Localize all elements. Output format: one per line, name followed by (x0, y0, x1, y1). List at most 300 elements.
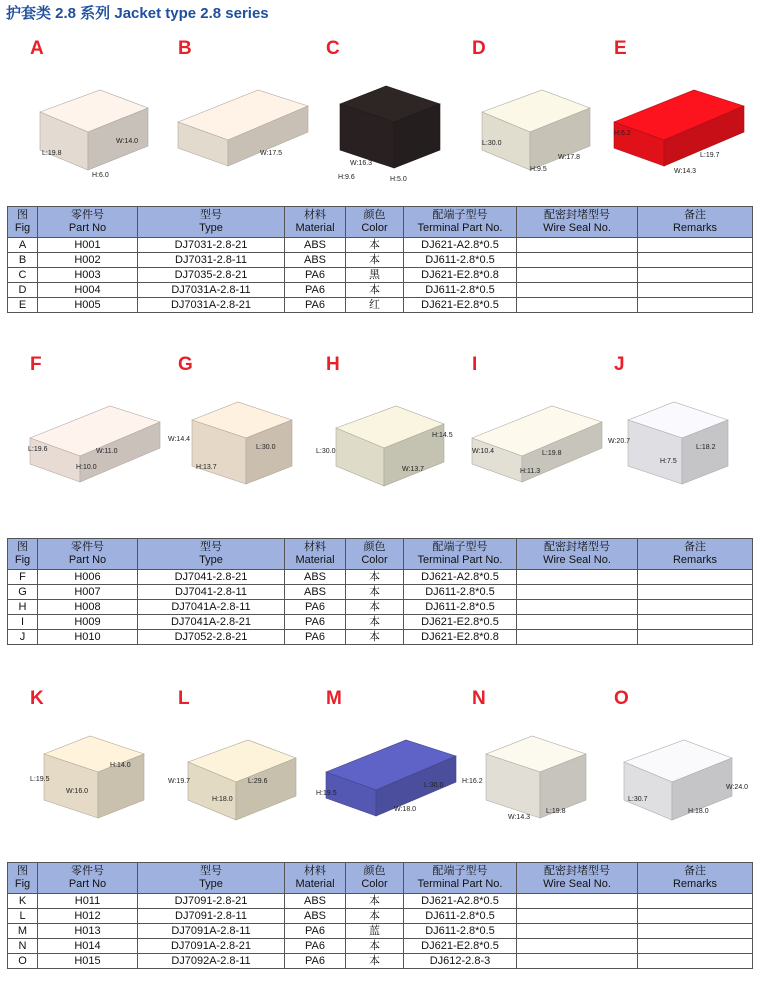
table-cell: 本 (346, 585, 404, 600)
dimension-label: W:20.7 (608, 438, 631, 445)
table-cell: DJ7091-2.8-21 (138, 894, 285, 909)
connector-housing-image (604, 42, 756, 212)
column-header-cn: 图 (17, 541, 28, 553)
dimension-label: H:18.0 (688, 808, 709, 815)
dimension-label: L:18.3 (412, 140, 432, 147)
table-cell (517, 939, 638, 954)
column-header-cn: 配端子型号 (432, 541, 488, 553)
table-cell: N (8, 939, 38, 954)
column-header-en: Wire Seal No. (543, 878, 611, 890)
table-row (8, 585, 753, 600)
table-cell: ABS (285, 253, 346, 268)
table-cell: DJ611-2.8*0.5 (404, 600, 517, 615)
figure-letter: D (472, 38, 486, 59)
table-cell: 本 (346, 283, 404, 298)
table-cell: M (8, 924, 38, 939)
column-header-cn: 材料 (304, 209, 326, 221)
table-cell: DJ621-E2.8*0.8 (404, 268, 517, 283)
column-header-en: Part No (68, 878, 107, 890)
figure-letter: A (30, 38, 44, 59)
column-header-en: Remarks (672, 222, 717, 234)
dimension-label: L:30.0 (424, 782, 444, 789)
table-cell: PA6 (285, 939, 346, 954)
connector-housing-shape (624, 740, 732, 820)
column-header-en: Terminal Part No. (417, 554, 503, 566)
dimension-label: H:18.0 (212, 796, 233, 803)
product-figure (316, 338, 468, 528)
table-cell: K (8, 894, 38, 909)
product-figure (462, 338, 614, 528)
table-cell (517, 283, 638, 298)
dimension-label: W:14.3 (674, 168, 697, 175)
column-header-en: Material (295, 554, 335, 566)
table-cell: H011 (38, 894, 138, 909)
table-cell (517, 909, 638, 924)
table-row (8, 600, 753, 615)
table-cell: DJ611-2.8*0.5 (404, 253, 517, 268)
table-cell: 本 (346, 954, 404, 969)
table-cell: PA6 (285, 954, 346, 969)
dimension-label: W:14.3 (508, 814, 531, 821)
table-cell: A (8, 238, 38, 253)
connector-housing-shape (486, 736, 586, 818)
table-cell (517, 570, 638, 585)
table-cell: ABS (285, 238, 346, 253)
table-cell: DJ7031-2.8-21 (138, 238, 285, 253)
dimension-label: H:6.0 (92, 172, 109, 179)
table-cell: DJ611-2.8*0.5 (404, 283, 517, 298)
dimension-label: H:14.0 (110, 762, 131, 769)
product-figure (168, 338, 320, 528)
column-header (38, 207, 138, 238)
spec-table (7, 206, 753, 313)
table-header-row (8, 539, 753, 570)
table-cell: H005 (38, 298, 138, 313)
table-cell: DJ7052-2.8-21 (138, 630, 285, 645)
column-header-cn: 零件号 (71, 541, 104, 553)
table-cell (517, 630, 638, 645)
table-cell (638, 615, 753, 630)
column-header (404, 207, 517, 238)
table-cell: H009 (38, 615, 138, 630)
table-cell (517, 615, 638, 630)
table-row (8, 909, 753, 924)
connector-housing-image (168, 358, 320, 528)
column-header (8, 539, 38, 570)
connector-housing-shape (40, 90, 148, 170)
table-cell: PA6 (285, 630, 346, 645)
dimension-label: H:10.0 (76, 464, 97, 471)
column-header-en: Fig (14, 222, 31, 234)
spec-table (7, 538, 753, 645)
dimension-label: H:19.5 (316, 790, 337, 797)
table-cell (638, 894, 753, 909)
table-cell: H008 (38, 600, 138, 615)
column-header (138, 863, 285, 894)
table-cell: 本 (346, 939, 404, 954)
product-figure (20, 22, 172, 212)
column-header-cn: 图 (17, 865, 28, 877)
column-header-cn: 零件号 (71, 209, 104, 221)
product-figure (20, 672, 172, 862)
column-header (285, 539, 346, 570)
figure-letter: G (178, 354, 193, 375)
column-header (38, 863, 138, 894)
table-cell: DJ7035-2.8-21 (138, 268, 285, 283)
dimension-label: W:11.0 (96, 448, 118, 455)
figure-letter: I (472, 354, 478, 375)
table-cell (517, 894, 638, 909)
table-cell: C (8, 268, 38, 283)
table-row (8, 253, 753, 268)
connector-housing-shape (336, 406, 444, 486)
table-cell: PA6 (285, 298, 346, 313)
column-header (138, 207, 285, 238)
product-figure (316, 22, 468, 212)
dimension-label: L:19.8 (546, 808, 566, 815)
table-cell (517, 298, 638, 313)
column-header-cn: 颜色 (363, 209, 386, 221)
table-cell: DJ7031-2.8-11 (138, 253, 285, 268)
column-header (138, 539, 285, 570)
column-header-en: Type (199, 222, 223, 234)
dimension-label: W:14.4 (168, 436, 191, 443)
dimension-label: W:17.5 (260, 150, 283, 157)
column-header-cn: 备注 (684, 865, 706, 877)
product-figure (604, 672, 756, 862)
dimension-label: W:16.0 (66, 788, 89, 795)
dimension-label: H:14.5 (432, 432, 453, 439)
table-cell: DJ7031A-2.8-11 (138, 283, 285, 298)
connector-housing-image (20, 42, 172, 212)
column-header-en: Fig (14, 878, 31, 890)
table-cell: G (8, 585, 38, 600)
product-figure (604, 338, 756, 528)
table-cell: ABS (285, 585, 346, 600)
table-cell (517, 253, 638, 268)
column-header-en: Type (199, 878, 223, 890)
column-header-cn: 型号 (200, 209, 222, 221)
table-cell: DJ7031A-2.8-21 (138, 298, 285, 313)
connector-housing-image (316, 692, 468, 862)
table-cell: PA6 (285, 615, 346, 630)
column-header-cn: 型号 (200, 865, 222, 877)
column-header (346, 207, 404, 238)
column-header-en: Remarks (672, 554, 717, 566)
column-header-cn: 配密封堵型号 (544, 541, 610, 553)
dimension-label: L:30.0 (482, 140, 502, 147)
dimension-label: W:10.4 (472, 448, 495, 455)
dimension-label: L:19.8 (42, 150, 62, 157)
table-cell (517, 924, 638, 939)
table-row (8, 894, 753, 909)
table-cell: DJ7091A-2.8-11 (138, 924, 285, 939)
column-header (517, 207, 638, 238)
column-header-en: Color (361, 878, 388, 890)
dimension-label: W:18.0 (394, 806, 417, 813)
table-cell: DJ621-A2.8*0.5 (404, 894, 517, 909)
dimension-label: L:30.7 (628, 796, 648, 803)
table-cell: H013 (38, 924, 138, 939)
table-row (8, 298, 753, 313)
table-cell: H001 (38, 238, 138, 253)
figure-letter: L (178, 688, 190, 709)
dimension-label: L:19.8 (542, 450, 562, 457)
table-row (8, 570, 753, 585)
column-header-en: Material (295, 878, 335, 890)
table-row (8, 615, 753, 630)
table-cell: L (8, 909, 38, 924)
table-cell: D (8, 283, 38, 298)
dimension-label: H:6.2 (614, 130, 631, 137)
table-cell: 本 (346, 630, 404, 645)
table-row (8, 954, 753, 969)
figure-letter: N (472, 688, 486, 709)
column-header (38, 539, 138, 570)
column-header (404, 539, 517, 570)
table-cell (638, 283, 753, 298)
column-header-cn: 配密封堵型号 (544, 209, 610, 221)
dimension-label: L:19.7 (700, 152, 720, 159)
table-cell: PA6 (285, 924, 346, 939)
table-cell (638, 570, 753, 585)
table-cell: DJ621-A2.8*0.5 (404, 570, 517, 585)
table-cell: H010 (38, 630, 138, 645)
table-cell (638, 630, 753, 645)
table-cell: DJ621-E2.8*0.5 (404, 615, 517, 630)
table-cell (638, 268, 753, 283)
table-cell: 本 (346, 600, 404, 615)
table-cell: DJ7092A-2.8-11 (138, 954, 285, 969)
table-header-row (8, 207, 753, 238)
column-header-cn: 备注 (684, 209, 706, 221)
table-cell: 本 (346, 909, 404, 924)
table-cell (638, 954, 753, 969)
connector-housing-shape (44, 736, 144, 818)
table-cell: DJ621-E2.8*0.5 (404, 298, 517, 313)
table-cell: H012 (38, 909, 138, 924)
product-figure (604, 22, 756, 212)
column-header (285, 207, 346, 238)
connector-housing-shape (178, 90, 308, 166)
column-header (517, 539, 638, 570)
table-cell: DJ7041-2.8-11 (138, 585, 285, 600)
table-cell: O (8, 954, 38, 969)
dimension-label: H:13.7 (196, 464, 217, 471)
table-cell (638, 600, 753, 615)
column-header-cn: 配端子型号 (432, 865, 488, 877)
table-row (8, 924, 753, 939)
table-cell (517, 600, 638, 615)
connector-housing-image (462, 358, 614, 528)
column-header-cn: 配密封堵型号 (544, 865, 610, 877)
table-cell: PA6 (285, 268, 346, 283)
connector-housing-image (316, 42, 468, 212)
connector-housing-shape (192, 402, 292, 484)
column-header-en: Wire Seal No. (543, 222, 611, 234)
dimension-label: H:7.5 (660, 458, 677, 465)
connector-housing-image (604, 692, 756, 862)
dimension-label: W:16.3 (350, 160, 373, 167)
table-row (8, 268, 753, 283)
product-figure (462, 672, 614, 862)
table-row (8, 283, 753, 298)
column-header-cn: 颜色 (363, 865, 386, 877)
figure-letter: F (30, 354, 42, 375)
table-cell: E (8, 298, 38, 313)
table-cell: H (8, 600, 38, 615)
product-figure (316, 672, 468, 862)
column-header-en: Terminal Part No. (417, 222, 503, 234)
dimension-label: H:16.2 (462, 778, 483, 785)
dimension-label: L:29.6 (248, 778, 268, 785)
spec-table (7, 862, 753, 969)
table-cell (517, 238, 638, 253)
table-cell: 本 (346, 570, 404, 585)
column-header-en: Color (361, 222, 388, 234)
table-cell: PA6 (285, 600, 346, 615)
connector-housing-image (316, 358, 468, 528)
column-header (8, 207, 38, 238)
table-cell: H015 (38, 954, 138, 969)
table-cell: DJ7041A-2.8-21 (138, 615, 285, 630)
column-header-cn: 配端子型号 (432, 209, 488, 221)
column-header-en: Material (295, 222, 335, 234)
table-cell: DJ7041A-2.8-11 (138, 600, 285, 615)
column-header-cn: 材料 (304, 541, 326, 553)
product-figure (168, 672, 320, 862)
column-header (404, 863, 517, 894)
table-row (8, 238, 753, 253)
product-figure (462, 22, 614, 212)
column-header (638, 539, 753, 570)
column-header-en: Type (199, 554, 223, 566)
column-header-en: Wire Seal No. (543, 554, 611, 566)
column-header-en: Fig (14, 554, 31, 566)
figure-letter: B (178, 38, 192, 59)
table-cell (517, 268, 638, 283)
table-cell: H006 (38, 570, 138, 585)
dimension-label: H:11.3 (520, 468, 541, 475)
table-cell: H002 (38, 253, 138, 268)
figure-letter: K (30, 688, 44, 709)
table-cell: DJ621-E2.8*0.8 (404, 630, 517, 645)
figure-letter: H (326, 354, 340, 375)
column-header-cn: 颜色 (363, 541, 386, 553)
column-header (638, 863, 753, 894)
connector-housing-image (20, 358, 172, 528)
table-cell: 本 (346, 894, 404, 909)
table-cell: I (8, 615, 38, 630)
column-header (638, 207, 753, 238)
table-header-row (8, 863, 753, 894)
column-header-cn: 材料 (304, 865, 326, 877)
table-cell: DJ611-2.8*0.5 (404, 909, 517, 924)
column-header-cn: 备注 (684, 541, 706, 553)
table-cell: 黑 (346, 268, 404, 283)
table-cell: DJ621-A2.8*0.5 (404, 238, 517, 253)
dimension-label: W:13.7 (402, 466, 425, 473)
figure-letter: C (326, 38, 340, 59)
table-cell (638, 924, 753, 939)
column-header (8, 863, 38, 894)
column-header-en: Color (361, 554, 388, 566)
connector-housing-image (168, 42, 320, 212)
dimension-label: L:30.0 (256, 444, 276, 451)
table-cell (517, 585, 638, 600)
table-cell (638, 909, 753, 924)
table-cell: H007 (38, 585, 138, 600)
dimension-label: L:19.6 (28, 446, 48, 453)
connector-housing-image (168, 692, 320, 862)
table-row (8, 630, 753, 645)
column-header-en: Part No (68, 222, 107, 234)
dimension-label: H:9.5 (530, 166, 547, 173)
table-row (8, 939, 753, 954)
table-cell (638, 253, 753, 268)
table-cell: DJ611-2.8*0.5 (404, 924, 517, 939)
table-cell: ABS (285, 570, 346, 585)
table-cell (638, 298, 753, 313)
connector-housing-image (462, 692, 614, 862)
dimension-label: H:5.0 (390, 176, 407, 183)
table-cell: 本 (346, 253, 404, 268)
page-title: 护套类 2.8 系列 Jacket type 2.8 series (6, 5, 269, 22)
table-cell: B (8, 253, 38, 268)
dimension-label: W:17.8 (558, 154, 581, 161)
connector-housing-shape (188, 740, 296, 820)
table-cell: DJ612-2.8-3 (404, 954, 517, 969)
dimension-label: W:14.0 (116, 138, 139, 145)
column-header (346, 539, 404, 570)
column-header-cn: 型号 (200, 541, 222, 553)
figure-letter: J (614, 354, 625, 375)
table-cell: DJ611-2.8*0.5 (404, 585, 517, 600)
table-cell: H004 (38, 283, 138, 298)
dimension-label: H:9.6 (338, 174, 355, 181)
dimension-label: L:18.2 (696, 444, 716, 451)
dimension-label: L:19.5 (30, 776, 50, 783)
column-header (517, 863, 638, 894)
column-header (285, 863, 346, 894)
table-cell: 本 (346, 615, 404, 630)
column-header-cn: 图 (17, 209, 28, 221)
table-cell: 本 (346, 238, 404, 253)
column-header-en: Part No (68, 554, 107, 566)
connector-housing-shape (340, 86, 440, 168)
table-cell: 蓝 (346, 924, 404, 939)
connector-housing-image (462, 42, 614, 212)
column-header-cn: 零件号 (71, 865, 104, 877)
table-cell (638, 238, 753, 253)
table-cell: H003 (38, 268, 138, 283)
table-cell: F (8, 570, 38, 585)
table-cell: ABS (285, 894, 346, 909)
dimension-label: W:19.7 (168, 778, 191, 785)
table-cell: DJ7091-2.8-11 (138, 909, 285, 924)
column-header-en: Remarks (672, 878, 717, 890)
column-header (346, 863, 404, 894)
figure-letter: O (614, 688, 629, 709)
table-cell (638, 939, 753, 954)
column-header-en: Terminal Part No. (417, 878, 503, 890)
table-cell: H014 (38, 939, 138, 954)
table-cell: DJ7041-2.8-21 (138, 570, 285, 585)
table-cell: DJ621-E2.8*0.5 (404, 939, 517, 954)
product-figure (168, 22, 355, 212)
connector-housing-shape (326, 740, 456, 816)
table-cell: DJ7091A-2.8-21 (138, 939, 285, 954)
